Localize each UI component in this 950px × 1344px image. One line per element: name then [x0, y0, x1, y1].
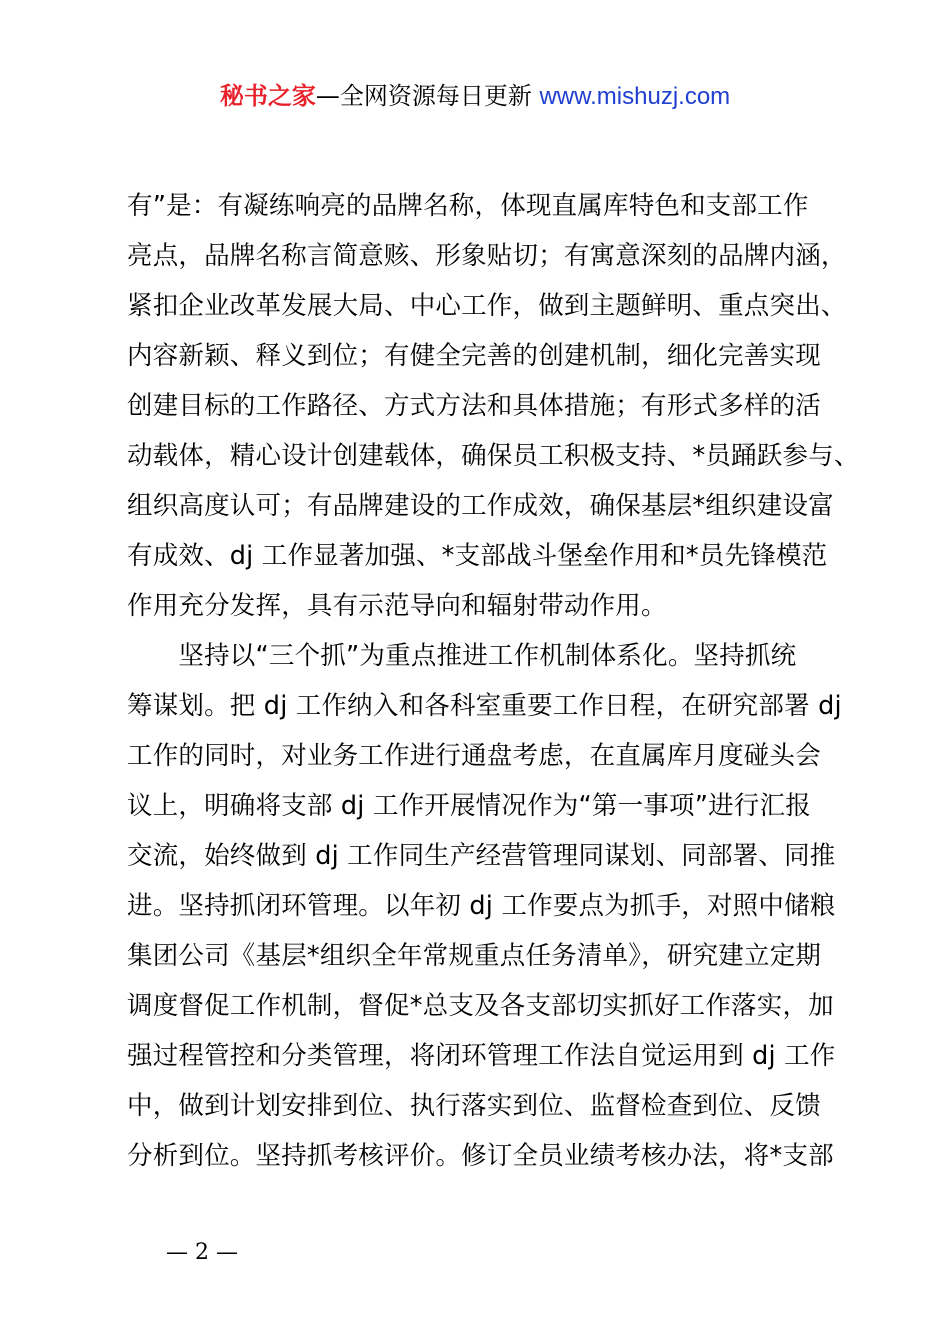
text-line: 集团公司《基层*组织全年常规重点任务清单》，研究建立定期	[127, 941, 822, 971]
text-line: 动载体，精心设计创建载体，确保员工积极支持、*员踊跃参与、	[127, 441, 860, 471]
brand-name: 秘书之家	[219, 82, 316, 110]
text-line: 亮点，品牌名称言简意赅、形象贴切；有寓意深刻的品牌内涵，	[127, 241, 847, 271]
text-line: 创建目标的工作路径、方式方法和具体措施；有形式多样的活	[127, 391, 821, 421]
header-slogan: —全网资源每日更新	[315, 82, 540, 110]
text-line: 有”是：有凝练响亮的品牌名称，体现直属库特色和支部工作	[127, 191, 809, 221]
text-line: 强过程管控和分类管理，将闭环管理工作法自觉运用到 dj 工作	[127, 1041, 836, 1071]
text-line: 议上，明确将支部 dj 工作开展情况作为“第一事项”进行汇报	[127, 791, 811, 821]
text-line: 组织高度认可；有品牌建设的工作成效，确保基层*组织建设富	[127, 491, 834, 521]
text-line: 作用充分发挥，具有示范导向和辐射带动作用。	[127, 591, 667, 621]
website-link[interactable]: www.mishuzj.com	[539, 83, 731, 110]
text-line: 紧扣企业改革发展大局、中心工作，做到主题鲜明、重点突出、	[127, 291, 847, 321]
text-line: 进。坚持抓闭环管理。以年初 dj 工作要点为抓手，对照中储粮	[127, 891, 836, 921]
text-line: 分析到位。坚持抓考核评价。修订全员业绩考核办法，将*支部	[127, 1141, 834, 1171]
text-line: 筹谋划。把 dj 工作纳入和各科室重要工作日程，在研究部署 dj	[127, 691, 842, 721]
body-text	[127, 181, 860, 1181]
text-line: 内容新颖、释义到位；有健全完善的创建机制，细化完善实现	[127, 341, 821, 371]
text-line: 交流，始终做到 dj 工作同生产经营管理同谋划、同部署、同推	[127, 841, 836, 871]
text-line: 工作的同时，对业务工作进行通盘考虑，在直属库月度碰头会	[127, 741, 821, 771]
text-line: 有成效、dj 工作显著加强、*支部战斗堡垒作用和*员先锋模范	[127, 541, 828, 571]
paragraph-start-line: 坚持以“三个抓”为重点推进工作机制体系化。坚持抓统	[127, 641, 797, 671]
page-header	[0, 80, 950, 113]
text-line: 中，做到计划安排到位、执行落实到位、监督检查到位、反馈	[127, 1091, 821, 1121]
page-number: — 2 —	[166, 1240, 238, 1265]
text-line: 调度督促工作机制，督促*总支及各支部切实抓好工作落实，加	[127, 991, 834, 1021]
